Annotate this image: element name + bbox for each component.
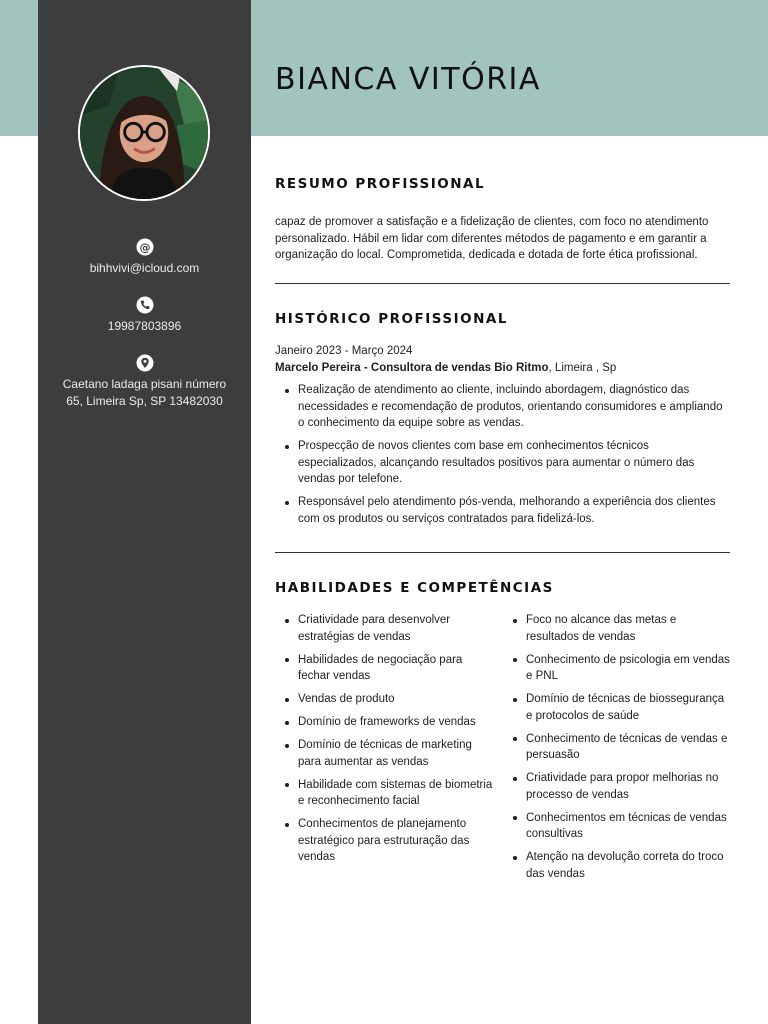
list-item: Domínio de técnicas de marketing para aumentar as vendas [275,737,495,770]
summary-line: personalizado. Hábil em lidar com diferentes métodos de pagamento e em garantir a [275,232,707,245]
skills-section [275,580,730,596]
list-item: Habilidades de negociação para fechar vendas [275,652,495,685]
list-item: Foco no alcance das metas e resultados de vendas [503,612,731,645]
section-divider [275,283,730,284]
list-item: Conhecimentos em técnicas de vendas consultivas [503,810,731,843]
summary-section [275,176,730,264]
skills-right-column [503,612,731,889]
contact-phone [38,296,251,335]
address-line-2: 65, Limeira Sp, SP 13482030 [66,394,223,408]
at-icon [136,238,154,256]
contact-email [38,238,251,277]
skills-left-column [275,612,495,872]
list-item: Domínio de frameworks de vendas [275,714,495,731]
list-item: Criatividade para desenvolver estratégias de vendas [275,612,495,645]
phone-icon [136,296,154,314]
history-title: HISTÓRICO PROFISSIONAL [275,311,508,327]
list-item: Domínio de técnicas de biossegurança e protocolos de saúde [503,691,731,724]
phone-text[interactable]: 19987803896 [107,319,182,333]
list-item: Prospecção de novos clientes com base em conhecimentos técnicos especializados, alcançando resultados positivos para aumentar o número das vendas por telefone. [275,438,730,488]
job-heading [275,360,730,377]
left-margin [0,136,38,946]
summary-line: capaz de promover a satisfação e a fidelização de clientes, com foco no atendimento [275,216,709,228]
location-pin-icon [136,354,154,372]
section-divider [275,552,730,553]
list-item: Atenção na devolução correta do troco das vendas [503,849,731,882]
job-dates: Janeiro 2023 - Março 2024 [275,345,413,357]
job-role: Consultora de vendas Bio Ritmo [370,361,549,374]
summary-line: organização do local. Comprometida, dedicada e dotada de forte ética profissional. [275,249,698,261]
job-separator: - [360,361,371,374]
history-section [275,311,730,534]
job-employer: Marcelo Pereira [275,361,361,374]
job-bullets [275,382,730,527]
list-item: Responsável pelo atendimento pós-venda, melhorando a experiência dos clientes com os produtos ou serviços contratados para fidelizá-los. [275,494,730,527]
list-item: Criatividade para propor melhorias no processo de vendas [503,770,731,803]
list-item: Conhecimento de psicologia em vendas e PNL [503,652,731,685]
svg-text:@: @ [139,241,150,254]
list-item: Realização de atendimento ao cliente, incluindo abordagem, diagnóstico das necessidades e recomendação de produtos, orientando consumidores e ampliando o conhecimento da equipe sobre as vendas. [275,382,730,432]
summary-title: RESUMO PROFISSIONAL [275,176,486,192]
skills-title: HABILIDADES E COMPETÊNCIAS [275,580,554,596]
candidate-name: BIANCA VITÓRIA [275,62,541,97]
address-line-1: Caetano ladaga pisani número [62,377,227,391]
list-item: Vendas de produto [275,691,495,708]
summary-text [275,214,730,264]
list-item: Conhecimentos de planejamento estratégico para estruturação das vendas [275,816,495,866]
job-location: , Limeira , Sp [548,361,617,374]
list-item: Conhecimento de técnicas de vendas e persuasão [503,731,731,764]
email-text[interactable]: bihhvivi@icloud.com [89,261,200,275]
profile-photo [78,65,210,201]
contact-address [38,354,251,410]
list-item: Habilidade com sistemas de biometria e reconhecimento facial [275,777,495,810]
